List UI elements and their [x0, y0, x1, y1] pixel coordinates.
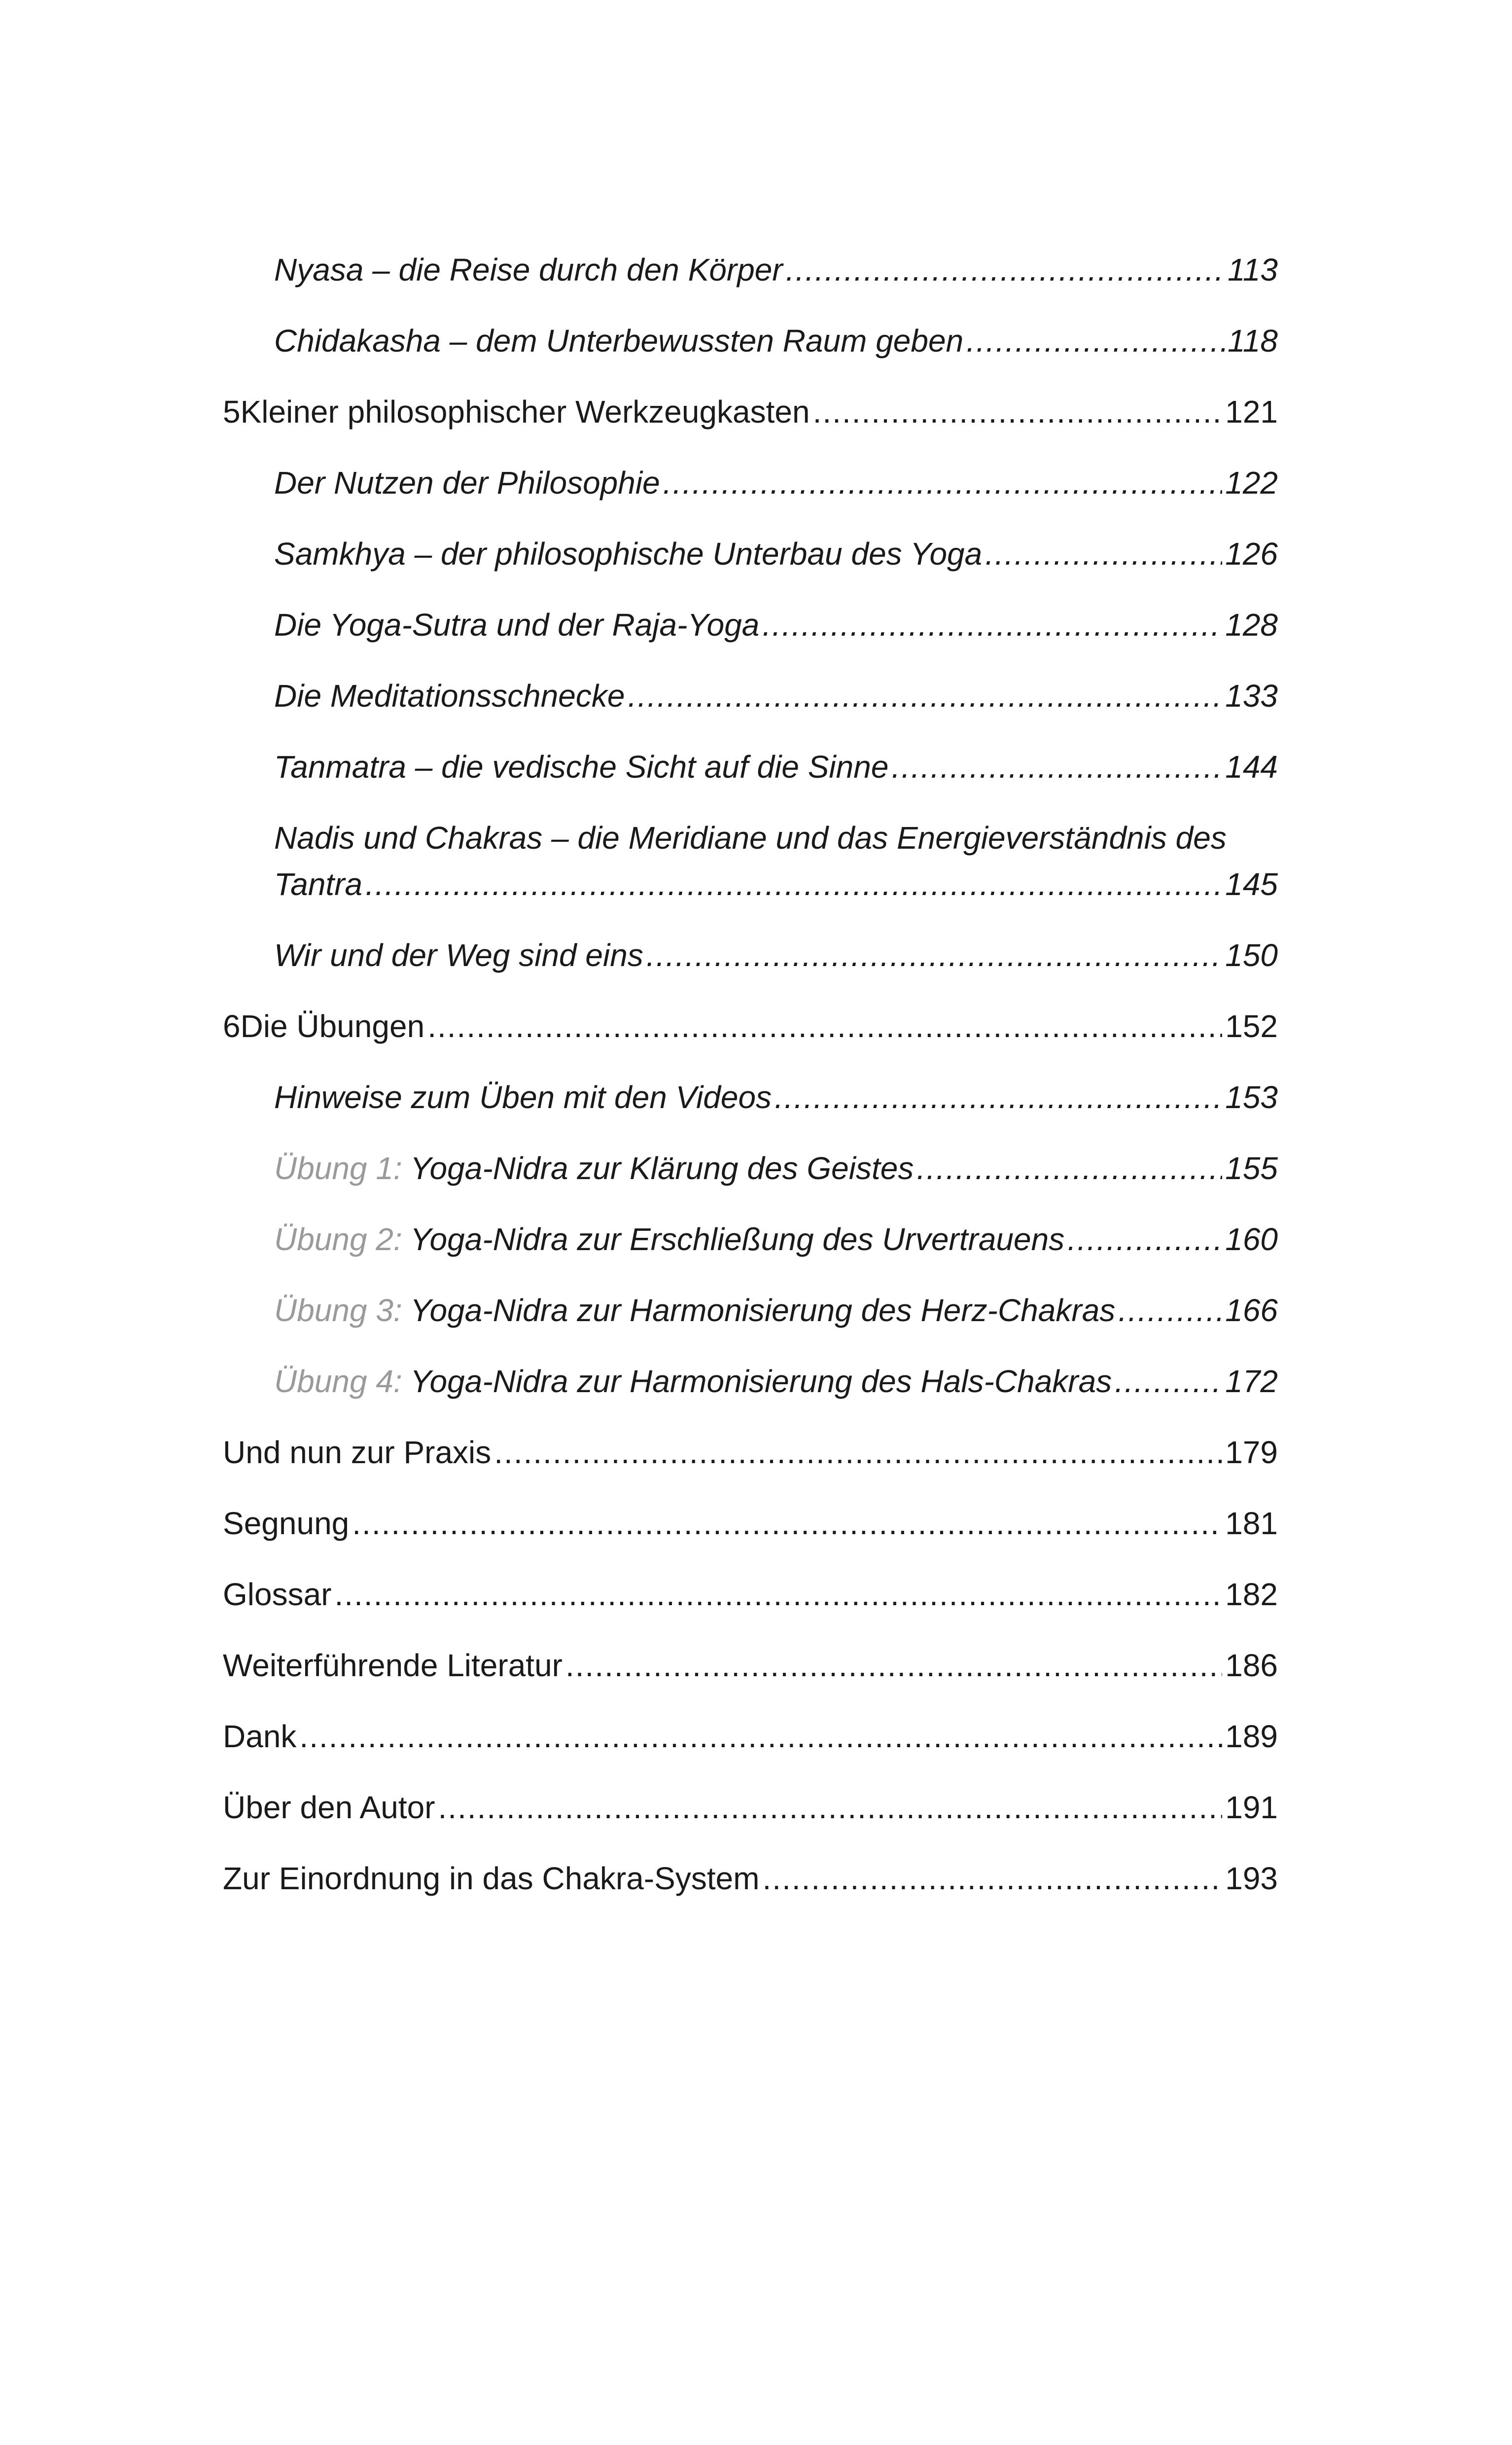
- toc-entry-title: Yoga-Nidra zur Klärung des Geistes: [410, 1151, 914, 1186]
- toc-leader-dots: [565, 1642, 1222, 1689]
- toc-page-number: 186: [1225, 1648, 1278, 1683]
- toc-entry[interactable]: [223, 602, 1278, 648]
- toc-page-number: 191: [1225, 1790, 1278, 1825]
- toc-leader-dots: [763, 1855, 1223, 1902]
- toc-entry[interactable]: [223, 1784, 1278, 1831]
- toc-page-number: 193: [1225, 1861, 1278, 1896]
- toc-leader-dots: [1115, 1358, 1222, 1404]
- toc-chapter-number: 6: [223, 1008, 241, 1044]
- toc-entry[interactable]: [223, 1642, 1278, 1689]
- toc-entry[interactable]: [223, 673, 1278, 719]
- toc-leader-dots: [966, 318, 1225, 364]
- toc-entry-title: Die Übungen: [240, 1008, 425, 1044]
- toc-entry-title: Tanmatra – die vedische Sicht auf die Sinne: [274, 749, 889, 785]
- toc-page-number: 179: [1225, 1435, 1278, 1470]
- toc-leader-dots: [762, 602, 1222, 648]
- toc-entry[interactable]: [223, 815, 1278, 907]
- toc-leader-dots: [774, 1074, 1222, 1120]
- toc-page-number: 166: [1225, 1293, 1278, 1328]
- toc-entry[interactable]: [223, 932, 1278, 978]
- toc-leader-dots: [786, 247, 1225, 293]
- toc-entry-title: Yoga-Nidra zur Harmonisierung des Hals-Chakras: [410, 1364, 1112, 1399]
- toc-chapter-number: 5: [223, 394, 241, 430]
- toc-entry-title: Chidakasha – dem Unterbewussten Raum geben: [274, 323, 964, 359]
- toc-entry[interactable]: [223, 247, 1278, 293]
- table-of-contents: [223, 247, 1278, 1926]
- toc-leader-dots: [352, 1500, 1222, 1546]
- toc-exercise-entry[interactable]: [223, 1216, 1278, 1262]
- toc-entry-title: Yoga-Nidra zur Harmonisierung des Herz-Chakras: [410, 1293, 1116, 1328]
- toc-page-number: 145: [1225, 866, 1278, 902]
- toc-entry[interactable]: [223, 1713, 1278, 1760]
- toc-leader-dots: [628, 673, 1222, 719]
- toc-entry[interactable]: [223, 531, 1278, 577]
- toc-entry-title-row: [274, 1287, 1115, 1333]
- toc-entry[interactable]: [223, 1074, 1278, 1120]
- toc-leader-dots: [646, 932, 1222, 978]
- toc-entry-title: Weiterführende Literatur: [223, 1648, 563, 1683]
- toc-exercise-entry[interactable]: [223, 1145, 1278, 1191]
- toc-entry-title: Und nun zur Praxis: [223, 1435, 492, 1470]
- toc-page-number: 133: [1225, 678, 1278, 714]
- toc-page-number: 128: [1225, 607, 1278, 643]
- toc-page-number: 181: [1225, 1506, 1278, 1541]
- toc-entry[interactable]: [223, 1571, 1278, 1618]
- toc-page-number: 121: [1225, 394, 1278, 430]
- toc-entry-title: Nyasa – die Reise durch den Körper: [274, 252, 783, 288]
- toc-page-number: 152: [1225, 1008, 1278, 1044]
- toc-leader-dots: [813, 389, 1223, 435]
- toc-leader-dots: [1067, 1216, 1222, 1262]
- toc-page-number: 155: [1225, 1151, 1278, 1186]
- toc-entry-title: Zur Einordnung in das Chakra-System: [223, 1861, 760, 1896]
- toc-leader-dots: [335, 1571, 1223, 1618]
- toc-leader-dots: [299, 1713, 1222, 1760]
- toc-entry-title: Samkhya – der philosophische Unterbau des Yoga: [274, 536, 983, 572]
- toc-chapter-entry[interactable]: [223, 1003, 1278, 1049]
- toc-leader-dots: [1118, 1287, 1222, 1333]
- toc-page-number: 126: [1225, 536, 1278, 572]
- toc-page-number: 172: [1225, 1364, 1278, 1399]
- toc-leader-dots: [438, 1784, 1223, 1831]
- toc-entry-title: Dank: [223, 1719, 297, 1754]
- toc-page-number: 182: [1225, 1577, 1278, 1612]
- toc-leader-dots: [663, 460, 1223, 506]
- toc-entry-title: Wir und der Weg sind eins: [274, 937, 643, 973]
- toc-page-number: 150: [1225, 937, 1278, 973]
- toc-entry-title: Hinweise zum Üben mit den Videos: [274, 1079, 772, 1115]
- toc-leader-dots: [365, 861, 1222, 907]
- toc-exercise-prefix: Übung 4:: [274, 1364, 402, 1399]
- toc-page-number: 118: [1227, 323, 1278, 359]
- toc-exercise-prefix: Übung 2:: [274, 1222, 402, 1257]
- toc-entry-title: Die Meditationsschnecke: [274, 678, 625, 714]
- toc-entry[interactable]: [223, 318, 1278, 364]
- toc-exercise-prefix: Übung 1:: [274, 1151, 402, 1186]
- toc-page-number: 160: [1225, 1222, 1278, 1257]
- toc-leader-dots: [891, 744, 1222, 790]
- toc-entry-title: Glossar: [223, 1577, 332, 1612]
- toc-exercise-prefix: Übung 3:: [274, 1293, 402, 1328]
- toc-entry-title-line2: Tantra: [274, 866, 363, 902]
- toc-page-number: 122: [1225, 465, 1278, 501]
- toc-entry-title: Kleiner philosophischer Werkzeugkasten: [240, 394, 810, 430]
- toc-leader-dots: [916, 1145, 1222, 1191]
- toc-entry-title-row: [274, 1216, 1064, 1262]
- toc-entry-title: Die Yoga-Sutra und der Raja-Yoga: [274, 607, 760, 643]
- toc-entry[interactable]: [223, 1429, 1278, 1475]
- toc-entry-title-line1: Nadis und Chakras – die Meridiane und das Energieverständnis des: [274, 820, 1227, 856]
- toc-exercise-entry[interactable]: [223, 1287, 1278, 1333]
- toc-leader-dots: [494, 1429, 1222, 1475]
- toc-entry-title: Der Nutzen der Philosophie: [274, 465, 660, 501]
- toc-leader-dots: [427, 1003, 1222, 1049]
- toc-page-number: 113: [1227, 252, 1278, 288]
- toc-page-number: 189: [1225, 1719, 1278, 1754]
- toc-leader-dots: [985, 531, 1222, 577]
- toc-chapter-entry[interactable]: [223, 389, 1278, 435]
- toc-entry-title: Über den Autor: [223, 1790, 435, 1825]
- toc-entry-title: Segnung: [223, 1506, 350, 1541]
- toc-exercise-entry[interactable]: [223, 1358, 1278, 1404]
- toc-entry-title-row: [274, 1145, 914, 1191]
- toc-entry[interactable]: [223, 1855, 1278, 1902]
- toc-entry-title-line2-row: [274, 861, 1278, 907]
- toc-entry[interactable]: [223, 744, 1278, 790]
- toc-page-number: 144: [1225, 749, 1278, 785]
- toc-entry-title-row: [274, 1358, 1112, 1404]
- toc-page-number: 153: [1225, 1079, 1278, 1115]
- toc-entry[interactable]: [223, 460, 1278, 506]
- toc-entry-title: Yoga-Nidra zur Erschließung des Urvertrauens: [410, 1222, 1065, 1257]
- toc-entry[interactable]: [223, 1500, 1278, 1546]
